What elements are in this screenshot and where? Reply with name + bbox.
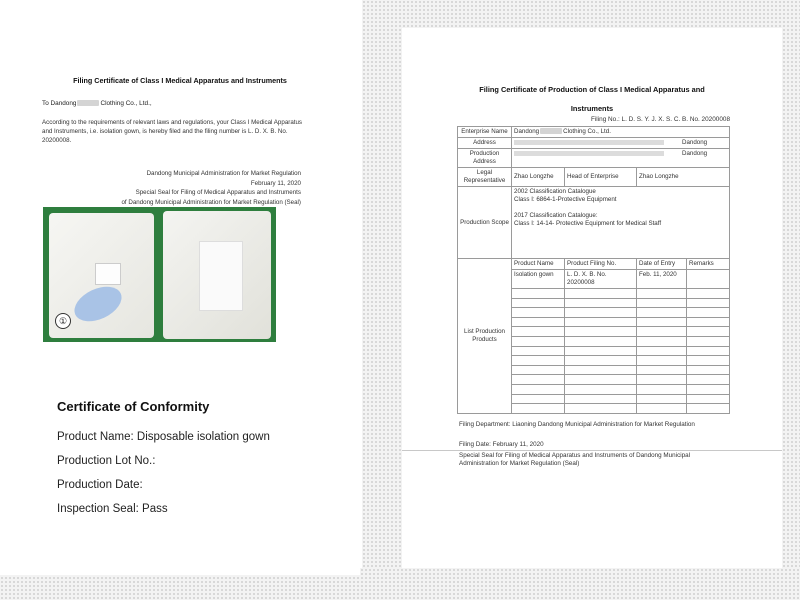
scope-line-4: Class I: 14-14- Protective Equipment for Medical Staff: [514, 220, 662, 227]
package-instructions-label: [199, 241, 243, 311]
production-filing-certificate-page: [402, 28, 782, 568]
package-label: [95, 263, 121, 285]
product-date-cell: Feb. 11, 2020: [637, 270, 687, 289]
filing-date: Filing Date: February 11, 2020: [459, 441, 544, 448]
conformity-inspection-seal: Inspection Seal: Pass: [57, 503, 168, 515]
product-remarks-cell: [687, 270, 730, 289]
right-doc-title: [402, 80, 782, 118]
title-line-1: Filing Certificate of Production of Class I Medical Apparatus and: [479, 85, 705, 94]
conformity-lot-no: Production Lot No.:: [57, 455, 156, 467]
certificate-table: [457, 126, 730, 414]
enterprise-prefix: Dandong: [514, 128, 540, 135]
gown-package-back: [163, 211, 271, 339]
circled-number-mark: ①: [55, 313, 71, 329]
issue-date: February 11, 2020: [250, 179, 301, 187]
address-row: [458, 138, 730, 149]
scope-value: [512, 187, 730, 259]
divider-line: [402, 450, 782, 451]
background-pattern-middle: [362, 28, 402, 575]
filing-number: Filing No.: L. D. S. Y. J. X. S. C. B. No. 20200008: [590, 116, 730, 123]
issuer-block: [100, 169, 301, 207]
conformity-production-date: Production Date:: [57, 479, 143, 491]
column-header: Product Name: [512, 259, 565, 270]
redacted-text: [514, 140, 664, 145]
left-doc-title: Filing Certificate of Class I Medical Apparatus and Instruments: [73, 76, 287, 85]
issuer-name: Dandong Municipal Administration for Market Regulation: [146, 170, 301, 177]
seal-line-1: Special Seal for Filing of Medical Apparatus and Instruments: [135, 189, 301, 196]
column-header: Product Filing No.: [565, 259, 637, 270]
production-address-row: [458, 149, 730, 168]
column-header: Date of Entry: [637, 259, 687, 270]
products-header-row: [458, 259, 730, 270]
product-photo: [43, 207, 276, 342]
scope-line-2: Class I: 6864-1-Protective Equipment: [514, 196, 617, 203]
gown-package-front: [49, 213, 154, 338]
enterprise-label: Enterprise Name: [458, 127, 512, 138]
package-sticker: [69, 280, 127, 328]
background-pattern-right: [782, 28, 800, 575]
recipient-suffix: Clothing Co., Ltd.,: [100, 100, 152, 107]
scope-line-3: 2017 Classification Catalogue:: [514, 212, 598, 219]
certificate-body: According to the requirements of relevant laws and regulations, your Class I Medical Apparatus and Instruments, i.e. isolation gown, is hereby filed and the filing number is L. D. X. B. No. 20200008.: [42, 119, 303, 144]
production-address-value: [512, 149, 730, 168]
head-label: Head of Enterprise: [565, 168, 637, 187]
address-city: Dandong: [682, 139, 708, 146]
product-filing-no-cell: L. D. X. B. No. 20200008: [565, 270, 637, 289]
list-products-label: List Production Products: [458, 259, 512, 414]
filing-certificate-page: [0, 0, 360, 575]
product-name-cell: Isolation gown: [512, 270, 565, 289]
scope-row: [458, 187, 730, 259]
scope-spacer: [514, 204, 727, 212]
title-line-2: Instruments: [570, 104, 614, 113]
recipient-line: [42, 100, 152, 107]
seal-note: Special Seal for Filing of Medical Apparatus and Instruments of Dandong Municipal Administration for Market Regulation (Seal): [459, 452, 691, 468]
filing-department: Filing Department: Liaoning Dandong Municipal Administration for Market Regulation: [459, 421, 695, 428]
conformity-product-name: Product Name: Disposable isolation gown: [57, 431, 270, 443]
column-header: Remarks: [687, 259, 730, 270]
production-address-label: Production Address: [458, 149, 512, 168]
production-address-city: Dandong: [682, 150, 708, 157]
redacted-text: [540, 128, 562, 134]
enterprise-row: [458, 127, 730, 138]
background-pattern-top: [362, 0, 800, 28]
legal-name: Zhao Longzhe: [512, 168, 565, 187]
enterprise-suffix: Clothing Co., Ltd.: [563, 128, 611, 135]
seal-line-2: of Dandong Municipal Administration for Market Regulation (Seal): [121, 198, 301, 206]
scope-label: Production Scope: [458, 187, 512, 259]
redacted-text: [514, 151, 664, 156]
recipient-prefix: To Dandong: [42, 100, 77, 107]
conformity-title: Certificate of Conformity: [57, 399, 210, 414]
head-name: Zhao Longzhe: [637, 168, 730, 187]
enterprise-value: [512, 127, 730, 138]
legal-label: Legal Representative: [458, 168, 512, 187]
redacted-text: [77, 100, 99, 106]
scope-line-1: 2002 Classification Catalogue: [514, 188, 596, 195]
address-value: [512, 138, 730, 149]
address-label: Address: [458, 138, 512, 149]
legal-row: [458, 168, 730, 187]
